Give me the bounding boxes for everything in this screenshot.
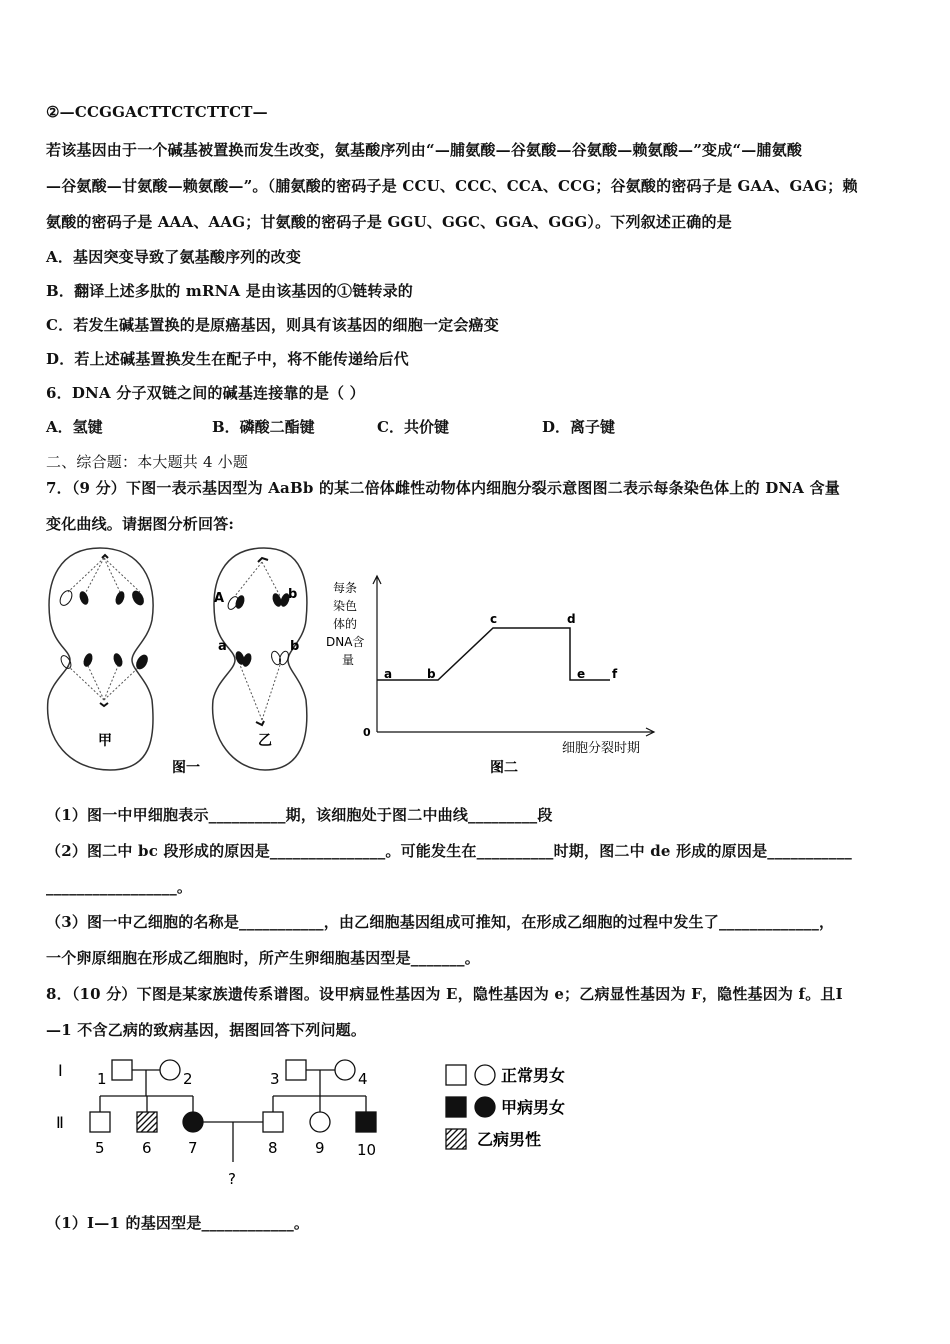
q7-figures: [40, 540, 680, 790]
q6-option-b: B．磷酸二酯键: [212, 418, 315, 436]
fig2-ylabel-5: 量: [342, 653, 355, 667]
q6-option-d: D．离子键: [542, 418, 616, 436]
fig2-xlabel: 细胞分裂时期: [562, 741, 641, 756]
gene-b-label-top: b: [288, 587, 298, 602]
q6-option-a: A．氢键: [46, 418, 103, 436]
legend-jia-text: 甲病男女: [501, 1098, 566, 1117]
fig2-caption: 图二: [490, 760, 518, 776]
individual-I-3: [286, 1060, 306, 1080]
label-2: 2: [183, 1070, 193, 1088]
individual-I-1: [112, 1060, 132, 1080]
label-5: 5: [95, 1139, 105, 1157]
pedigree-chart: [40, 1050, 600, 1195]
point-c: c: [490, 612, 498, 626]
q8-sub1: （1）Ⅰ—1 的基因型是____________。: [46, 1214, 310, 1232]
q7-sub2-line-1: （2）图二中 bc 段形成的原因是_______________。可能发生在__________时期，图二中 de 形成的原因是___________: [46, 842, 852, 860]
fig2-ylabel-3: 体的: [333, 617, 358, 631]
label-10: 10: [357, 1141, 377, 1159]
offspring-unknown: ?: [228, 1170, 236, 1188]
fig2-ylabel-4: DNA含: [326, 635, 365, 649]
label-8: 8: [268, 1139, 278, 1157]
cell-jia-label: 甲: [98, 733, 112, 749]
dna-strand-2: ②—CCGGACTTCTCTTCT—: [46, 103, 268, 121]
point-d: d: [567, 612, 576, 626]
q8-stem-line-1: 8．（10 分）下图是某家族遗传系谱图。设甲病显性基因为 E，隐性基因为 e；乙病显性基因为 F，隐性基因为 f。且Ⅰ: [46, 985, 843, 1003]
label-9: 9: [315, 1139, 325, 1157]
gene-A-label: A: [214, 591, 225, 606]
label-4: 4: [358, 1070, 368, 1088]
individual-II-5: [90, 1112, 110, 1132]
cell-yi-label: 乙: [258, 733, 272, 749]
q5-stem-line-1: 若该基因由于一个碱基被置换而发生改变，氨基酸序列由“—脯氨酸—谷氨酸—谷氨酸—赖氨酸—”变成“—脯氨酸: [46, 141, 803, 159]
gene-b-label-bottom: b: [290, 639, 300, 654]
q7-sub1: （1）图一中甲细胞表示__________期，该细胞处于图二中曲线_________段: [46, 806, 553, 824]
q7-sub3-line-1: （3）图一中乙细胞的名称是___________，由乙细胞基因组成可推知，在形成乙细胞的过程中发生了_____________，: [46, 913, 835, 931]
point-b: b: [427, 667, 436, 681]
individual-I-4: [335, 1060, 355, 1080]
gene-a-label: a: [218, 639, 227, 654]
legend-jia-female-icon: [475, 1097, 495, 1117]
individual-II-7: [183, 1112, 203, 1132]
point-a: a: [384, 667, 393, 681]
individual-II-10: [356, 1112, 376, 1132]
generation-II-label: Ⅱ: [56, 1113, 64, 1132]
individual-II-9: [310, 1112, 330, 1132]
legend-jia-male-icon: [446, 1097, 466, 1117]
individual-I-2: [160, 1060, 180, 1080]
legend-normal-text: 正常男女: [501, 1066, 566, 1085]
legend-normal-female-icon: [475, 1065, 495, 1085]
point-e: e: [577, 667, 586, 681]
q5-option-d: D．若上述碱基置换发生在配子中，将不能传递给后代: [46, 350, 409, 368]
q5-option-c: C．若发生碱基置换的是原癌基因，则具有该基因的细胞一定会癌变: [46, 316, 499, 334]
q7-sub2-line-2: _________________。: [46, 878, 193, 896]
dna-curve: [377, 628, 610, 680]
label-1: 1: [97, 1070, 107, 1088]
label-6: 6: [142, 1139, 152, 1157]
fig2-ylabel-1: 每条: [333, 581, 358, 595]
q8-stem-line-2: —1 不含乙病的致病基因，据图回答下列问题。: [46, 1021, 367, 1039]
q7-stem-line-2: 变化曲线。请据图分析回答:: [46, 515, 235, 533]
q6-option-c: C．共价键: [377, 418, 449, 436]
q7-sub3-line-2: 一个卵原细胞在形成乙细胞时，所产生卵细胞基因型是_______。: [46, 949, 480, 967]
label-3: 3: [270, 1070, 280, 1088]
fig1-caption: 图一: [172, 760, 200, 776]
q5-stem-line-3: 氨酸的密码子是 AAA、AAG；甘氨酸的密码子是 GGU、GGC、GGA、GGG）。下列叙述正确的是: [46, 213, 732, 231]
q5-stem-line-2: —谷氨酸—甘氨酸—赖氨酸—”。（脯氨酸的密码子是 CCU、CCC、CCA、CCG；谷氨酸的密码子是 GAA、GAG；赖: [46, 177, 858, 195]
individual-II-8: [263, 1112, 283, 1132]
q7-stem-line-1: 7．（9 分）下图一表示基因型为 AaBb 的某二倍体雌性动物体内细胞分裂示意图图二表示每条染色体上的 DNA 含量: [46, 479, 840, 497]
generation-I-label: Ⅰ: [58, 1061, 63, 1080]
dna-content-graph: [373, 576, 654, 736]
q5-option-a: A．基因突变导致了氨基酸序列的改变: [46, 248, 302, 266]
fig2-ylabel-2: 染色: [333, 599, 358, 613]
section-heading: 二、综合题：本大题共 4 小题: [46, 453, 249, 471]
q6-stem: 6．DNA 分子双链之间的碱基连接靠的是（ ）: [46, 384, 365, 402]
label-7: 7: [188, 1139, 198, 1157]
point-f: f: [612, 667, 618, 681]
fig2-origin: 0: [363, 726, 371, 739]
legend-yi-text: 乙病男性: [477, 1130, 542, 1149]
q5-option-b: B．翻译上述多肽的 mRNA 是由该基因的①链转录的: [46, 282, 414, 300]
legend-normal-male-icon: [446, 1065, 466, 1085]
